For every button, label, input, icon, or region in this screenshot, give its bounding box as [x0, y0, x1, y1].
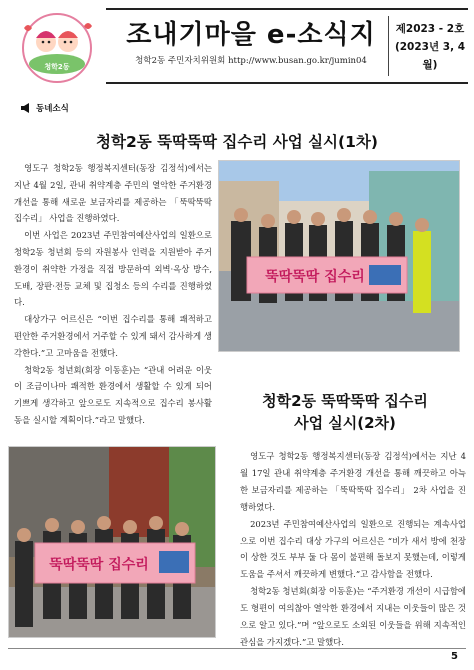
masthead: [6, 6, 468, 86]
section-label: [20, 102, 69, 114]
article2-title: [232, 390, 458, 434]
article1-photo: [218, 160, 460, 352]
village-logo: [14, 12, 100, 84]
article2-title-line1: 청학2동 뚝딱뚝딱 집수리: [262, 392, 428, 410]
article1-body: [14, 160, 212, 429]
masthead-rule-bottom: [106, 82, 468, 84]
article1-title: 청학2동 뚝딱뚝딱 집수리 사업 실시(1차): [96, 133, 378, 151]
article2-banner-text: 뚝딱뚝딱 집수리: [49, 557, 149, 573]
logo-caption: 청학2동: [44, 63, 70, 71]
newsletter-subtitle: 청학2동 주민자치위원회 http://www.busan.go.kr/jumin04: [135, 56, 367, 66]
section-label-text: 동네소식: [36, 104, 69, 114]
footer-rule: [8, 648, 466, 649]
masthead-rule-top: [106, 8, 468, 10]
article2-paragraph: 영도구 청학2동 행정복지센터(동장 김정석)에서는 지난 4월 17일 관내 취약계층 주거환경 개선을 통해 깨끗하고 아늑한 보금자리를 제공하는 「뚝딱뚝딱 집수리」 2차 사업을 진행하였다.: [240, 451, 466, 512]
article1-paragraph: 영도구 청학2동 행정복지센터(동장 김정석)에서는 지난 4월 2일, 관내 취약계층 주민의 열악한 주거환경 개선을 통해 새로운 보금자리를 제공하는 「뚝딱뚝딱 집수리」 사업을 진행하였다.: [14, 163, 212, 224]
issue-date: (2023년 3, 4월): [394, 41, 466, 71]
page-number: 5: [451, 651, 458, 662]
masthead-divider: [388, 16, 389, 76]
article1-paragraph: 대상가구 어르신은 “이번 집수리를 통해 쾌적하고 편안한 주거환경에서 거주할 수 있게 돼서 감사하게 생각한다.”고 고마움을 전했다.: [14, 314, 212, 358]
issue-info: [392, 20, 468, 74]
article2-photo: [8, 446, 216, 638]
megaphone-icon: [20, 103, 32, 113]
newsletter-title: 조내기마을 e-소식지: [126, 20, 376, 50]
article2-body: [240, 448, 466, 651]
article1-paragraph: 청학2동 청년회(회장 이동훈)는 “관내 어려운 이웃이 조금이나마 쾌적한 환경에서 생활할 수 있게 되어 기쁘게 생각하고 앞으로도 지속적으로 집수리 봉사활동을 실시할 계획이다.”라고 말했다.: [14, 364, 212, 425]
article2-paragraph: 청학2동 청년회(회장 이동훈)는 “주거환경 개선이 시급함에도 형편이 여의찮아 열악한 환경에서 지내는 이웃들이 많은 것으로 알고 있다.”며 “앞으로도 소외된 이웃들을 위해 지속적인 관심을 가지겠다.”고 말했다.: [240, 586, 466, 647]
article2-title-line2: 사업 실시(2차): [294, 414, 396, 432]
issue-number: 제2023 - 2호: [395, 23, 465, 35]
article1-paragraph: 이번 사업은 2023년 주민참여예산사업의 일환으로 청학2동 청년회 등의 자원봉사 인력을 지원받아 주거환경이 취약한 가정을 직접 방문하여 외벽·옥상 방수, 도배, 장판·전등 교체 및 집청소 등의 수리를 진행하였다.: [14, 230, 212, 308]
article2-paragraph: 2023년 주민참여예산사업의 일환으로 진행되는 계속사업으로 이번 집수리 대상 가구의 어르신은 “비가 새서 방에 천장이 상한 것도 부부 둘 다 몸이 불편해 돌보지 못했는데, 이렇게 도움을 주셔서 깨끗하게 변했다.”고 감사함을 전했다.: [240, 518, 466, 580]
article1-banner-text: 뚝딱뚝딱 집수리: [265, 269, 365, 285]
